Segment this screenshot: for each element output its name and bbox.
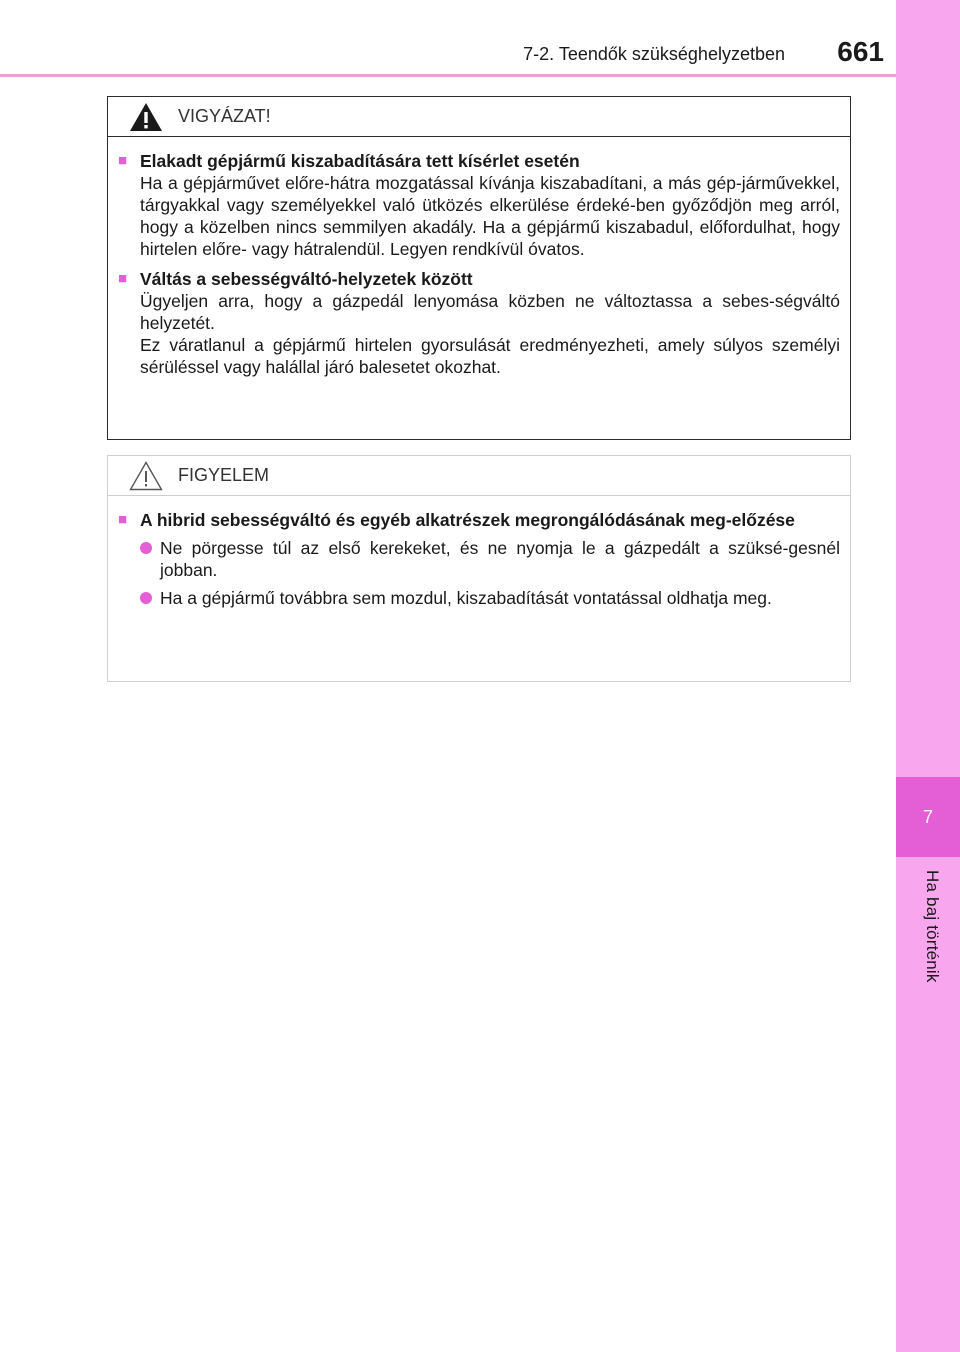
- warning-item-title: ■ Elakadt gépjármű kiszabadítására tett kísérlet esetén: [118, 151, 580, 171]
- list-item: Ne pörgesse túl az első kerekeket, és ne nyomja le a gázpedált a szüksé-gesnél jobban.: [140, 537, 840, 581]
- warning-item-paragraph: Ügyeljen arra, hogy a gázpedál lenyomása közben ne változtassa a sebes-ségváltó helyzetét.: [140, 291, 840, 333]
- notice-box-body: [108, 496, 850, 609]
- list-item: Ha a gépjármű továbbra sem mozdul, kiszabadítását vontatással oldhatja meg.: [140, 587, 840, 609]
- square-bullet-icon: ■: [118, 511, 128, 528]
- notice-triangle-outline-icon: [128, 460, 164, 492]
- chapter-title: Ha baj történik: [923, 870, 942, 983]
- warning-box: [107, 96, 851, 440]
- warning-box-header: [108, 97, 850, 137]
- square-bullet-icon: ■: [118, 270, 128, 287]
- section-title: 7-2. Teendők szükséghelyzetben: [523, 44, 785, 64]
- warning-item-paragraph: Ez váratlanul a gépjármű hirtelen gyorsulását eredményezheti, amely súlyos személyi sérüléssel vagy halállal járó balesetet okozhat.: [140, 335, 840, 377]
- warning-label: VIGYÁZAT!: [178, 106, 271, 126]
- notice-item-title: ■ A hibrid sebességváltó és egyéb alkatrészek megrongálódásának meg-előzése: [118, 510, 795, 530]
- warning-box-body: [108, 137, 850, 378]
- page-number: 661: [837, 36, 884, 67]
- warning-triangle-filled-icon: [128, 101, 164, 133]
- notice-box-header: [108, 456, 850, 496]
- square-bullet-icon: ■: [118, 152, 128, 169]
- warning-item-paragraph: Ha a gépjárművet előre-hátra mozgatással kívánja kiszabadítani, a más gép-járművekkel, tárgyakkal vagy személyekkel való ütközés elkerülése érdeké-ben győződjön meg arról, hogy a közelben nincs semmilyen akadály. Ha a gépjármű kiszabadul, előfordulhat, hogy hirtelen előre- vagy hátralendül. Legyen rendkívül óvatos.: [140, 173, 840, 259]
- header-divider: [0, 74, 896, 77]
- warning-item-title: ■ Váltás a sebességváltó-helyzetek között: [118, 269, 473, 289]
- circle-bullet-icon: [140, 542, 152, 554]
- notice-box: [107, 455, 851, 682]
- chapter-number: 7: [896, 777, 960, 857]
- notice-label: FIGYELEM: [178, 465, 270, 485]
- circle-bullet-icon: [140, 592, 152, 604]
- chapter-side-tab: [896, 0, 960, 1352]
